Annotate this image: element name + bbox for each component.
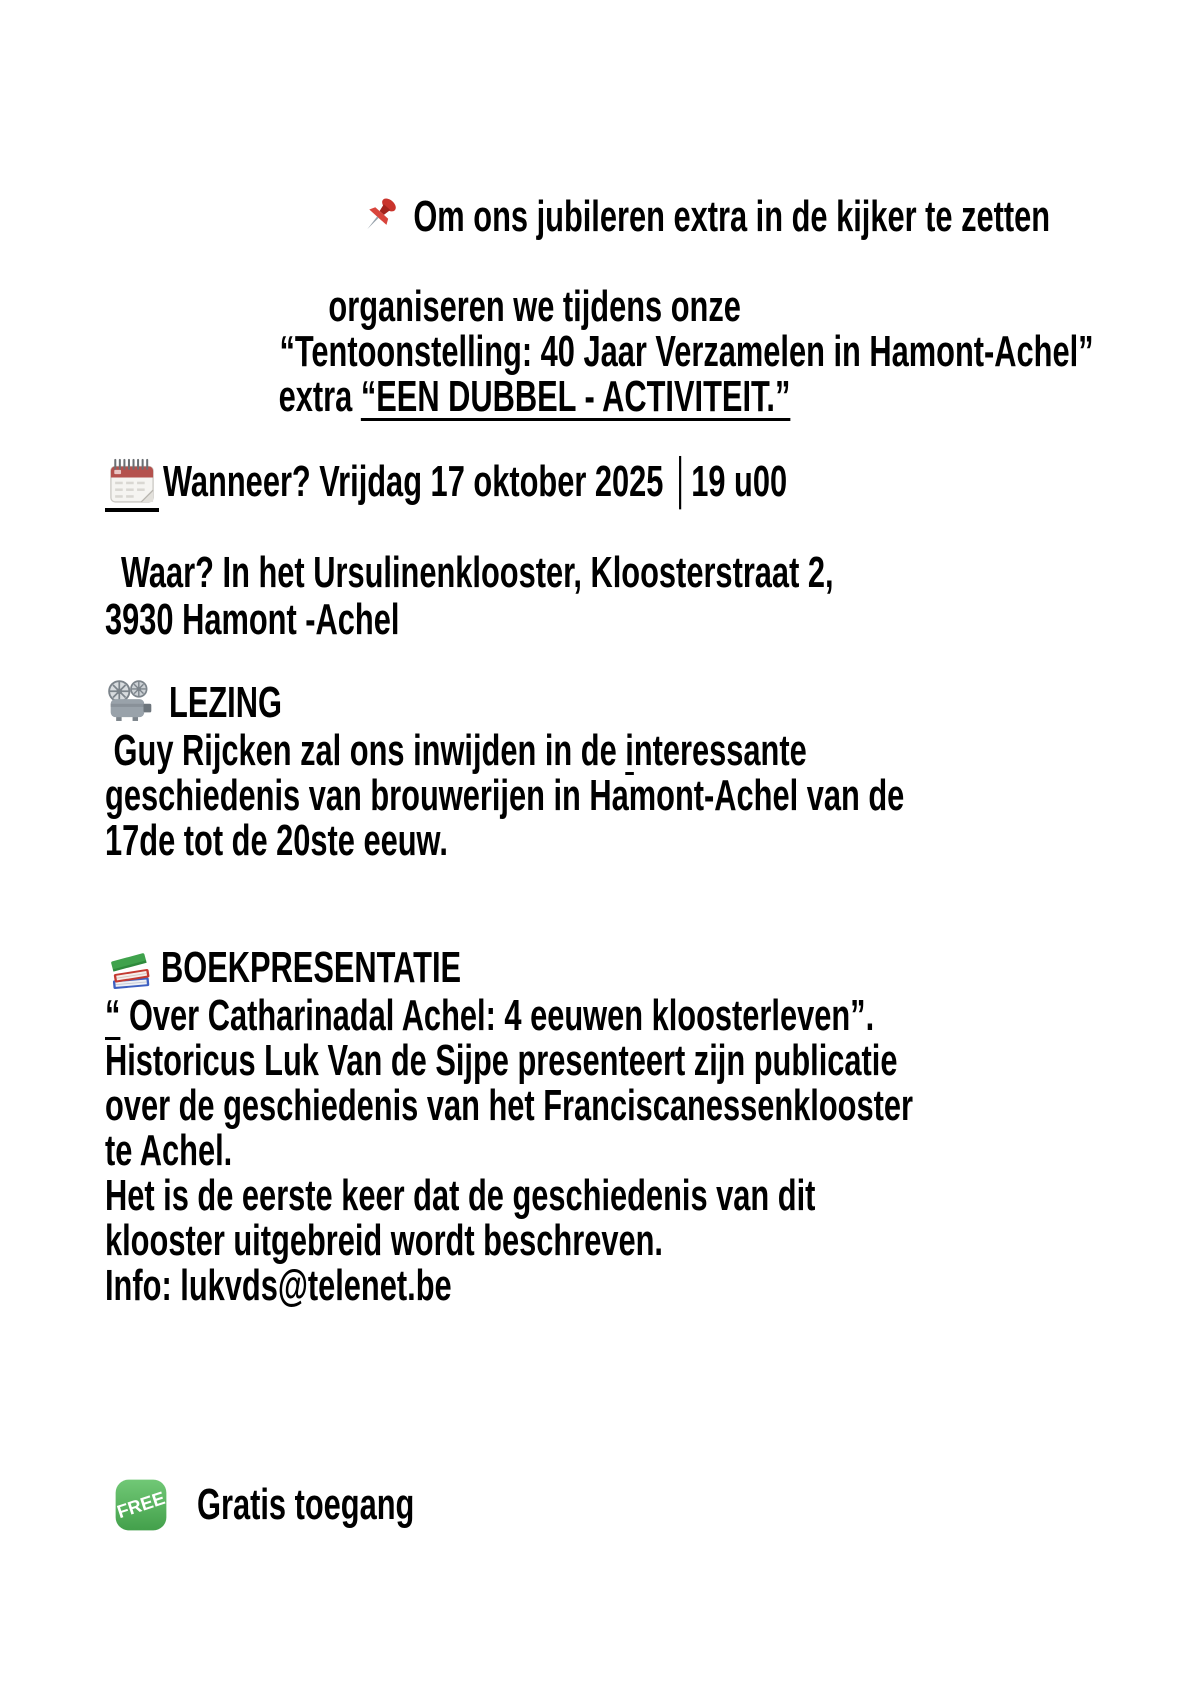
where-row-1 [105, 549, 1115, 597]
header-line-4-underlined: “EEN DUBBEL - ACTIVITEIT.” [361, 372, 791, 421]
where-line-1-text: Waar? In het Ursulinenklooster, Kloosterstraat 2, [121, 548, 834, 597]
book-contact-text: Info: lukvds@telenet.be [105, 1261, 452, 1310]
book-title-text: BOEKPRESENTATIE [161, 943, 462, 992]
where-row-2 [105, 597, 1115, 642]
spiral-calendar-icon [105, 453, 159, 512]
lecture-line-2 [105, 773, 1115, 818]
book-line-5 [105, 1173, 1115, 1218]
header-line-1 [105, 148, 1051, 284]
book-line-3 [105, 1083, 1115, 1128]
header-line-1-text: Om ons jubileren extra in de kijker te zetten [413, 192, 1051, 241]
book-line-1 [105, 993, 1115, 1038]
lecture-line-1-pre: Guy Rijcken zal ons inwijden in de [105, 726, 626, 775]
pushpin-icon [357, 193, 403, 239]
books-icon [105, 943, 157, 993]
header-line-4-prefix: extra [279, 372, 362, 421]
book-line-1-underlined: “ [105, 991, 121, 1040]
header-line-3-text: “Tentoonstelling: 40 Jaar Verzamelen in Hamont-Achel” [279, 327, 1094, 376]
book-line-2 [105, 1038, 1115, 1083]
lecture-line-1-post: nteressante [633, 726, 807, 775]
lecture-line-1-underlined: i [625, 726, 634, 775]
free-button-icon [113, 1477, 169, 1533]
where-block [105, 549, 1115, 642]
book-line-5-text: Het is de eerste keer dat de geschiedenis van dit [105, 1171, 816, 1220]
when-row [105, 453, 1115, 511]
book-line-6-text: klooster uitgebreid wordt beschreven. [105, 1216, 663, 1265]
book-title-row [105, 943, 1115, 993]
free-icon-text: FREE [114, 1487, 168, 1523]
film-projector-icon [105, 678, 157, 728]
book-line-1-text: Over Catharinadal Achel: 4 eeuwen kloosterleven”. [120, 991, 875, 1040]
free-entry-text: Gratis toegang [197, 1480, 415, 1529]
header-block [105, 148, 1094, 421]
book-body [105, 993, 1115, 1308]
flyer-content [105, 0, 1115, 1534]
book-line-4 [105, 1128, 1115, 1173]
lecture-line-3-text: 17de tot de 20ste eeuw. [105, 816, 448, 865]
where-line-2-text: 3930 Hamont -Achel [105, 595, 400, 644]
lecture-title-row [105, 678, 1115, 728]
book-line-4-text: te Achel. [105, 1126, 233, 1175]
book-contact-line [105, 1263, 1115, 1308]
lecture-line-3 [105, 818, 1115, 863]
lecture-line-2-text: geschiedenis van brouwerijen in Hamont-Achel van de [105, 771, 905, 820]
book-line-3-text: over de geschiedenis van het Franciscanessenklooster [105, 1081, 913, 1130]
when-text: Wanneer? Vrijdag 17 oktober 2025 │19 u00 [163, 457, 788, 506]
book-line-6 [105, 1218, 1115, 1263]
header-line-2-text: organiseren we tijdens onze [328, 282, 742, 331]
header-line-4 [105, 374, 965, 419]
lecture-line-1 [105, 728, 1115, 773]
book-line-2-text: Historicus Luk Van de Sijpe presenteert zijn publicatie [105, 1036, 898, 1085]
lecture-title-text: LEZING [169, 678, 282, 727]
header-line-2 [105, 284, 965, 329]
free-entry-row [105, 1476, 1115, 1534]
header-line-3 [105, 327, 1094, 376]
lecture-body [105, 728, 1115, 863]
